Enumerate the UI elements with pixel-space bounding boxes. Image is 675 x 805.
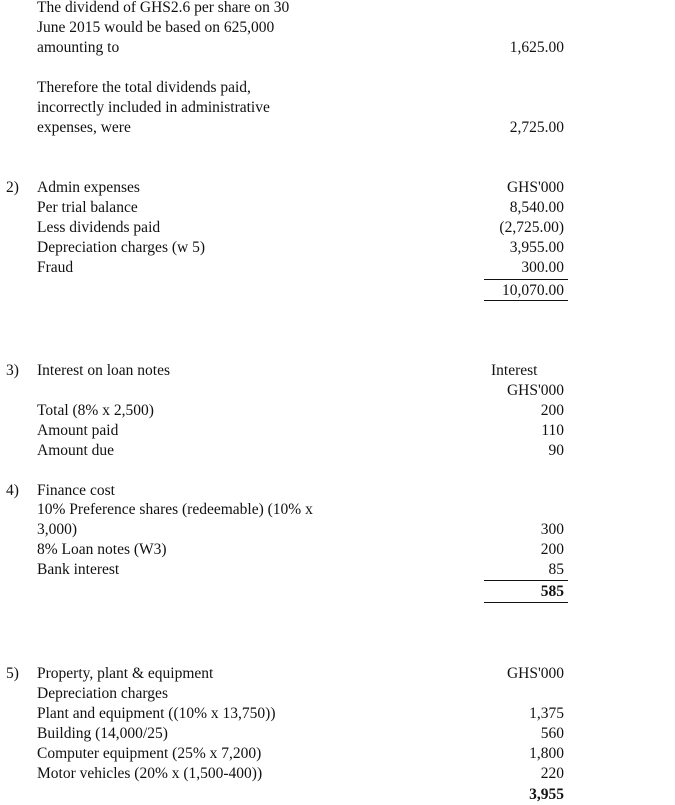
currency-header: GHS'000 [506,382,564,399]
total-rule [484,300,568,301]
admin-row-value: 300.00 [521,259,564,276]
subtotal-rule [484,580,568,581]
finance-row-label-cont: 3,000) [37,521,78,538]
depreciation-row-label: Motor vehicles (20% x (1,500-400)) [37,765,263,782]
interest-row-label: Total (8% x 2,500) [37,402,154,419]
total-rule [484,602,568,603]
working-title: Admin expenses [37,179,140,196]
interest-row-label: Amount due [37,442,115,459]
interest-row-value: 110 [541,422,564,439]
subtotal-rule [484,279,568,280]
currency-header: GHS'000 [506,665,564,682]
total-dividend-amount: 2,725.00 [509,119,564,136]
working-number: 4) [6,482,19,499]
depreciation-row-value: 1,375 [529,705,564,722]
working-number: 2) [6,179,19,196]
admin-row-value: (2,725.00) [499,219,564,236]
total-dividend-text-line2: incorrectly included in administrative [37,99,270,116]
interest-column-header: Interest [491,362,538,379]
finance-row-value: 300 [540,521,564,538]
currency-header: GHS'000 [506,179,564,196]
depreciation-row-value: 1,800 [529,745,564,762]
dividend-amount: 1,625.00 [509,39,564,56]
working-number: 3) [6,362,19,379]
dividend-text-line2: June 2015 would be based on 625,000 [37,19,275,36]
admin-row-label: Less dividends paid [37,219,161,236]
dividend-text-line3: amounting to [37,39,120,56]
depreciation-total: 3,955 [529,786,564,803]
working-title: Interest on loan notes [37,362,171,379]
depreciation-row-label: Plant and equipment ((10% x 13,750)) [37,705,276,722]
working-subtitle: Depreciation charges [37,685,168,702]
admin-row-label: Depreciation charges (w 5) [37,239,205,256]
total-dividend-text-line3: expenses, were [37,119,131,136]
interest-row-value: 90 [548,442,564,459]
working-title: Property, plant & equipment [37,665,214,682]
admin-row-label: Fraud [37,259,74,276]
interest-row-label: Amount paid [37,422,119,439]
admin-row-value: 3,955.00 [509,239,564,256]
depreciation-row-value: 560 [540,725,564,742]
dividend-text-line1: The dividend of GHS2.6 per share on 30 [37,0,290,16]
depreciation-row-label: Building (14,000/25) [37,725,168,742]
admin-row-value: 8,540.00 [509,199,564,216]
depreciation-row-label: Computer equipment (25% x 7,200) [37,745,262,762]
interest-row-value: 200 [540,402,564,419]
admin-total: 10,070.00 [502,282,564,299]
working-title: Finance cost [37,482,115,499]
finance-row-value: 85 [548,561,564,578]
depreciation-row-value: 220 [540,765,564,782]
finance-row-label: 8% Loan notes (W3) [37,541,167,558]
working-number: 5) [6,665,19,682]
finance-total: 585 [540,583,564,600]
finance-row-label: 10% Preference shares (redeemable) (10% x [37,501,313,518]
finance-row-label: Bank interest [37,561,120,578]
admin-row-label: Per trial balance [37,199,138,216]
finance-row-value: 200 [540,541,564,558]
total-dividend-text-line1: Therefore the total dividends paid, [37,79,251,96]
